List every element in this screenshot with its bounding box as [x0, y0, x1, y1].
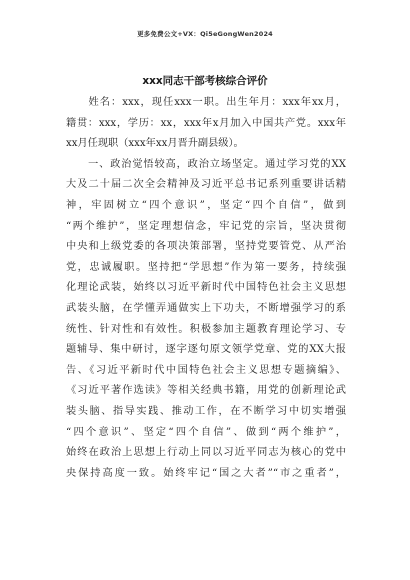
body-line: 央保持高度一致。始终牢记“国之大者”“市之重者”，	[66, 467, 346, 479]
body-line: “两个维护”，坚定理想信念，牢记党的宗旨，坚决贯彻	[66, 220, 346, 232]
body-line: 中央和上级党委的各项决策部署，坚持党要管党、从严治	[66, 241, 346, 253]
header-note: 更多免费公文+VX：Qi5eGongWen2024	[137, 30, 273, 38]
body-line: 题辅导、集中研讨，逐字逐句原文领学党章、党的XX大报	[66, 344, 346, 356]
body-line: 大及二十届二次全会精神及习近平总书记系列重要讲话精	[66, 179, 346, 191]
body-line: 化理论武装，始终以习近平新时代中国特色社会主义思想	[66, 282, 346, 294]
body-line: 姓名：xxx，现任xxx一职。出生年月：xxx年xx月，	[66, 97, 346, 108]
body-line: 籍贯：xxx，学历：xx，xxx年x月加入中国共产党。xxx年	[66, 117, 346, 129]
document-title: xxx同志干部考核综合评价	[142, 75, 268, 87]
body-line: 装头脑、指导实践、推动工作，在不断学习中切实增强	[66, 405, 346, 417]
body-line: xx月任现职（xxx年xx月晋升副县级）。	[66, 138, 244, 150]
body-line: 武装头脑，在学懂弄通做实上下功夫，不断增强学习的系	[66, 302, 346, 314]
body-line: 始终在政治上思想上行动上同以习近平同志为核心的党中	[66, 447, 346, 459]
body-line: 告、《习近平新时代中国特色社会主义思想专题摘编》、	[66, 364, 346, 376]
body-line: 党，忠诚履职。坚持把“学思想”作为第一要务，持续强	[66, 261, 346, 273]
body-line: 一、政治觉悟较高，政治立场坚定。通过学习党的XX	[66, 158, 346, 170]
body-line: “四个意识”、坚定“四个自信”、做到“两个维护”，	[66, 426, 346, 438]
body-line: 统性、针对性和有效性。积极参加主题教育理论学习、专	[66, 323, 346, 335]
document-body	[66, 93, 346, 484]
body-line: 神，牢固树立“四个意识”，坚定“四个自信”，做到	[66, 199, 346, 211]
body-line: 《习近平著作选读》等相关经典书籍，用党的创新理论武	[66, 385, 346, 397]
